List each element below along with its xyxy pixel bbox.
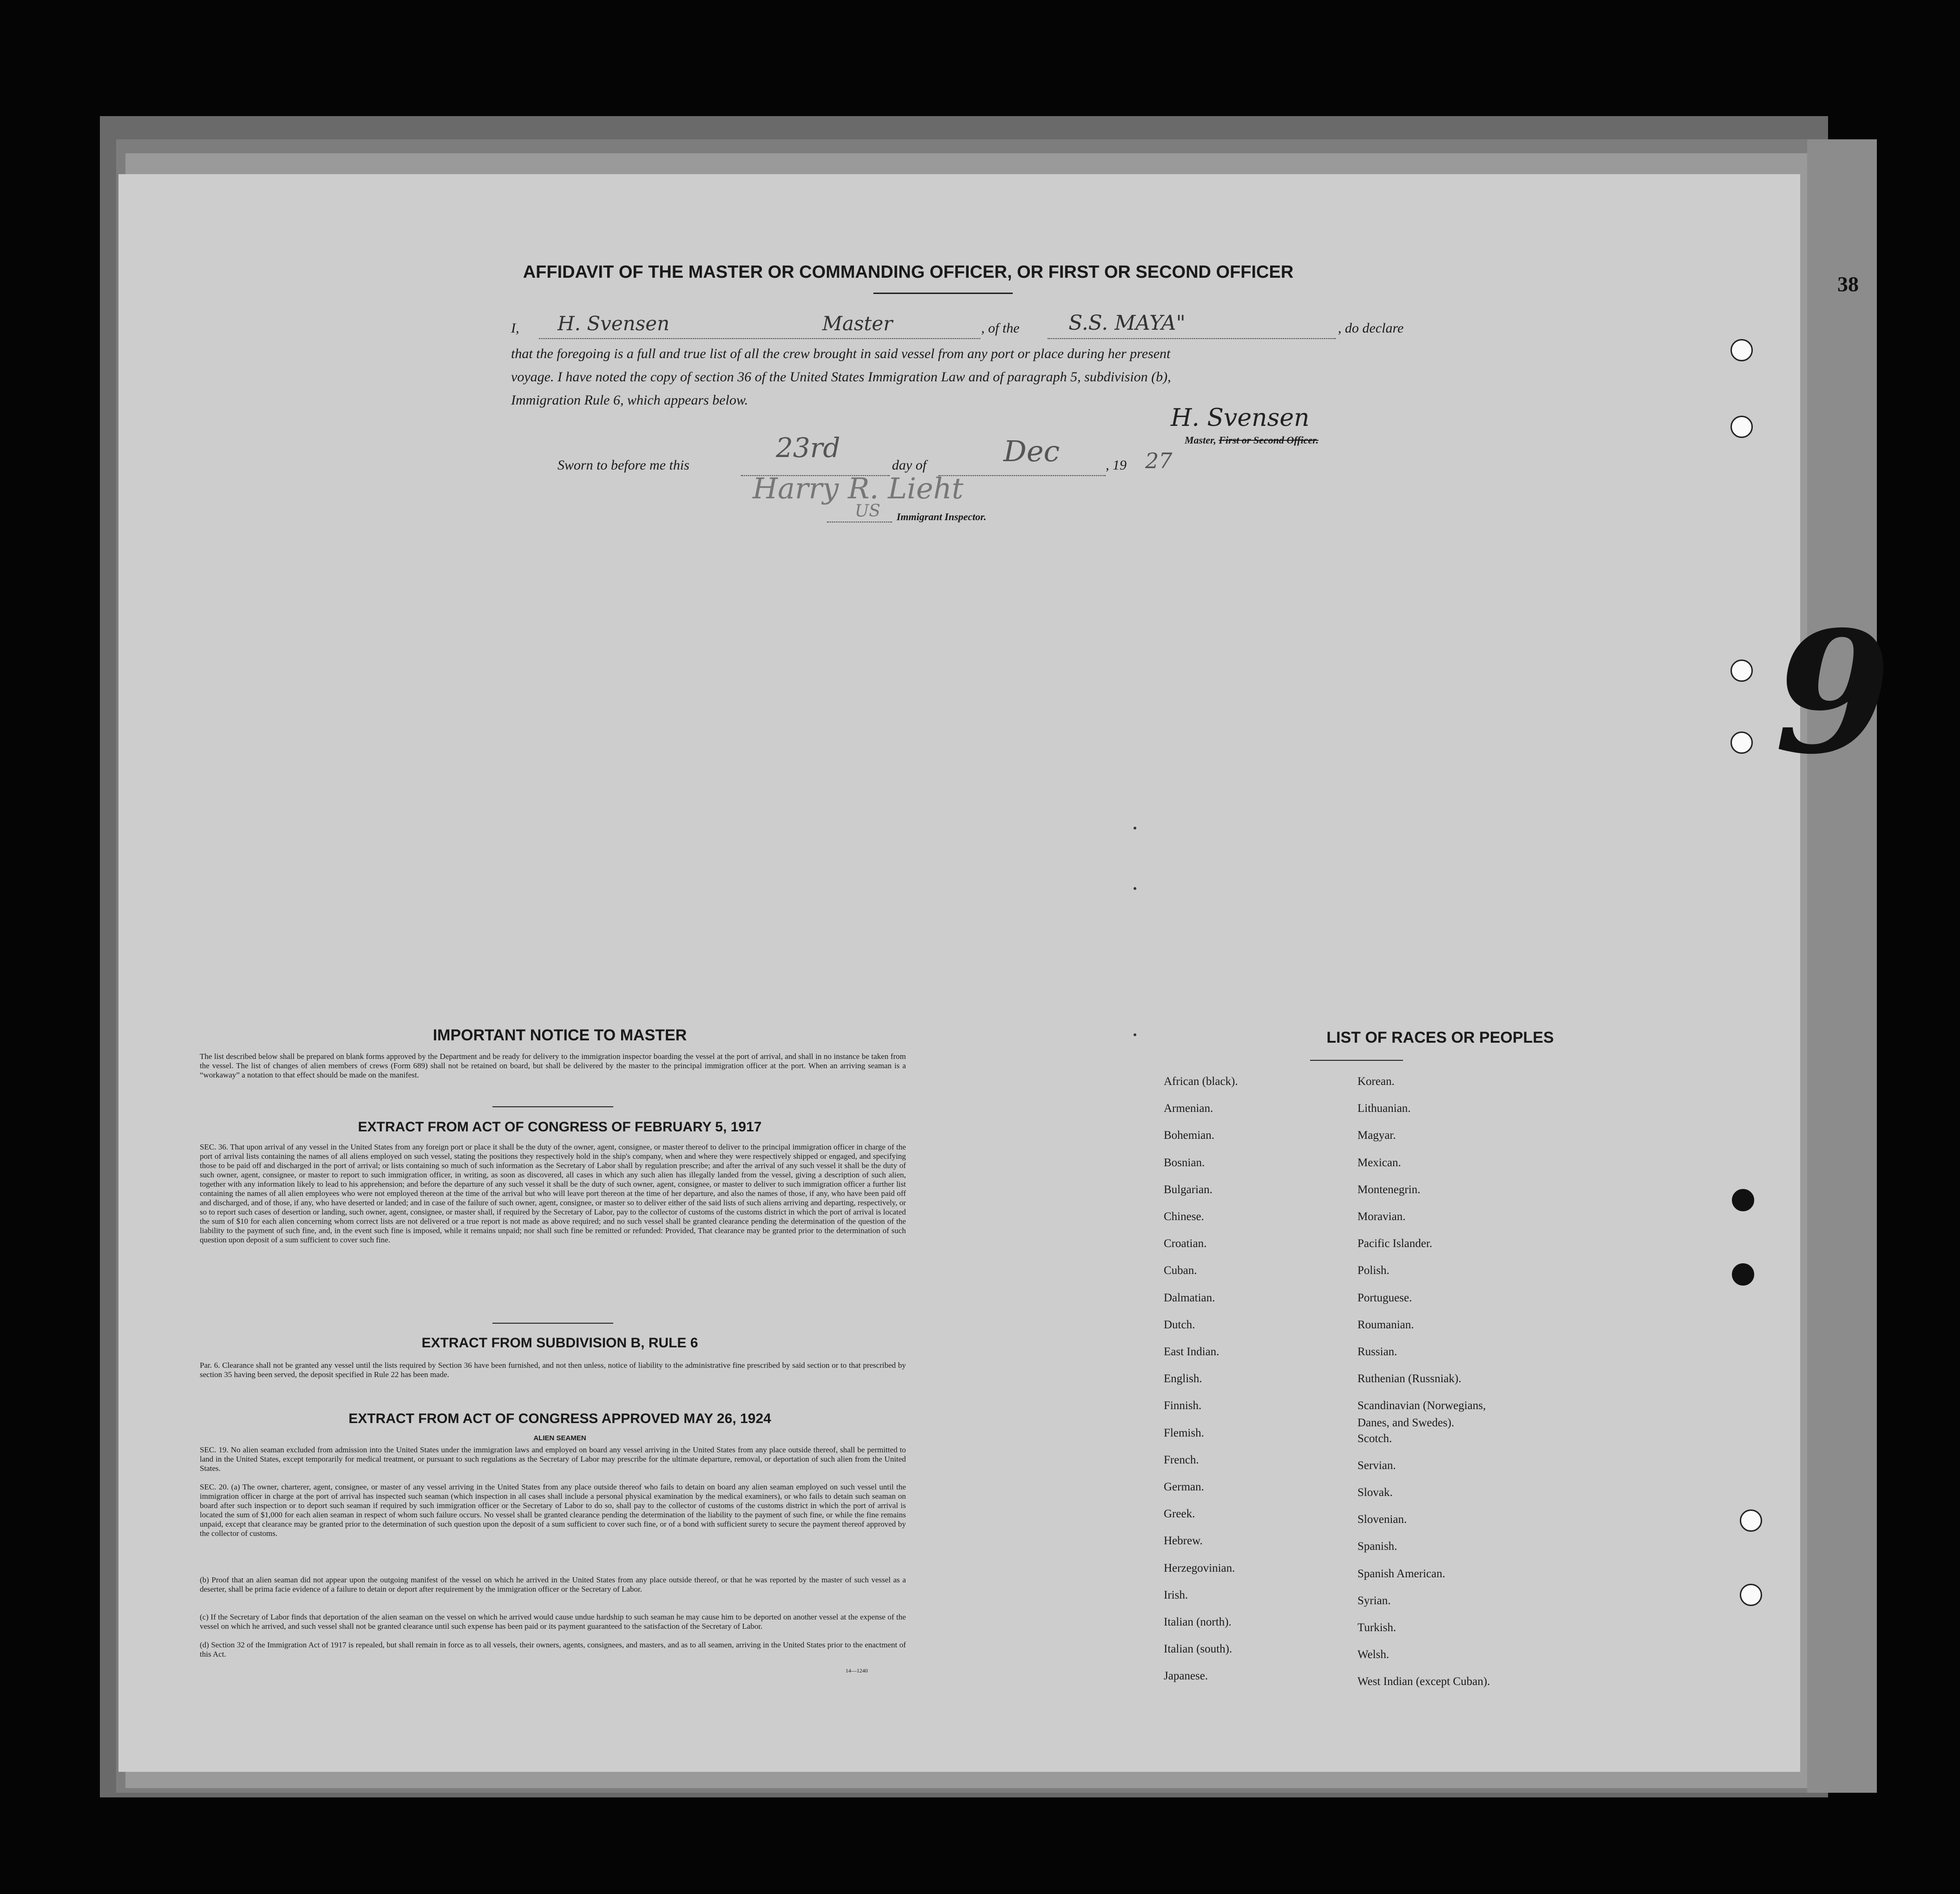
punch-hole [1731, 416, 1753, 438]
punch-hole [1732, 1263, 1754, 1286]
divider [1310, 1060, 1403, 1061]
race-item: Hebrew. [1164, 1535, 1203, 1548]
master-name-handwritten: H. Svensen [557, 312, 670, 335]
race-item: Slovak. [1357, 1486, 1393, 1499]
sworn-prefix: Sworn to before me this [557, 457, 689, 473]
divider [492, 1106, 613, 1107]
race-item: Korean. [1357, 1075, 1395, 1088]
race-item: Spanish American. [1357, 1567, 1445, 1580]
inspector-signature: Harry R. Lieht [753, 471, 964, 505]
bleed-mark [1134, 827, 1136, 829]
race-item: Greek. [1164, 1508, 1195, 1521]
vessel-name-handwritten: S.S. MAYA" [1068, 311, 1186, 335]
notice-title: IMPORTANT NOTICE TO MASTER [433, 1026, 687, 1044]
affidavit-line-1 [511, 320, 519, 336]
extract-1917-text: SEC. 36. That upon arrival of any vessel in the United States from any foreign port or place it shall be the duty of the owner, agent, consignee, or master thereof to deliver to the principal immigration officer in charge of the port of arrival lists containing the names of all aliens employed on such vessel, stating the positions they respectively hold in the ship's company, when and where they were respectively shipped or engaged, and specifying those to be paid off and discharged in the port of arrival; or lists containing so much of such information as the Secretary of Labor shall by regulation prescribe; and after the arrival of any such vessel it shall be the duty of such owner, agent, consignee, or master to report to such immigration officer, in writing, as soon as discovered, all cases in which any such alien has illegally landed from the vessel, giving a description of such alien, together with any information likely to lead to his apprehension; and before the departure of any such vessel it shall be the duty of such owner, agent, consignee, or master to deliver to such immigration officer a further list containing the names of all alien employees who were not employed thereon at the time of the arrival but who will leave port thereon at the time of her departure, and also the names of those, if any, who have been paid off and discharged, and of those, if any, who have deserted or landed; and in case of the failure of such owner, agent, consignee, or master so to deliver either of the said lists of such aliens arriving and departing, respectively, or so to report such cases of desertion or landing, such owner, agent, consignee, or master shall, if required by the Secretary of Labor, pay to the collector of customs of the customs district in which the port of arrival is located the sum of $10 for each alien concerning whom correct lists are not delivered or a true report is not made as above required; and no such vessel shall be granted clearance pending the determination of the question of the liability to the payment of such fine, and, in the event such fine is imposed, while it remains unpaid; nor shall such fine be remitted or refunded: Provided, That clearance may be granted prior to the determination of such question upon deposit of a sum sufficient to cover such fine. [200, 1143, 906, 1244]
race-scandinavian-cont: Danes, and Swedes). [1357, 1417, 1455, 1429]
race-item: Scotch. [1357, 1432, 1392, 1445]
extract-1917-title: EXTRACT FROM ACT OF CONGRESS OF FEBRUARY 5, 1917 [358, 1119, 762, 1135]
signature-caption [1185, 434, 1318, 446]
day-of-text: day of [892, 457, 927, 473]
extract-rule6-title: EXTRACT FROM SUBDIVISION B, RULE 6 [421, 1335, 698, 1351]
sworn-day-handwritten: 23rd [776, 432, 840, 464]
race-item: Scandinavian (Norwegians, [1357, 1399, 1486, 1412]
race-item: Armenian. [1164, 1102, 1213, 1115]
sworn-year-handwritten: 27 [1145, 448, 1173, 473]
punch-hole [1740, 1509, 1762, 1532]
extract-1924-sec20c: (c) If the Secretary of Labor finds that deportation of the alien seaman on the vessel on which he arrived would cause undue hardship to such seaman he may cause him to be deported on another vessel at the expense of the vessel on which he arrived, and such vessel shall not be granted clearance until such expense has been paid or its payment guaranteed to the satisfaction of the Secretary of Labor. [200, 1613, 906, 1631]
race-item: Italian (south). [1164, 1643, 1232, 1656]
affidavit-line-2: that the foregoing is a full and true list of all the crew brought in said vessel from any port or place during her present [511, 346, 1171, 361]
race-item: Irish. [1164, 1588, 1188, 1601]
race-item: Portuguese. [1357, 1291, 1412, 1304]
race-item: Magyar. [1357, 1129, 1396, 1142]
of-the-text: , of the [981, 320, 1020, 336]
race-item: Pacific Islander. [1357, 1237, 1433, 1250]
extract-1924-sec20b: (b) Proof that an alien seaman did not appear upon the outgoing manifest of the vessel on which he arrived in the United States from any place outside thereof, or that he was reported by the master of such vessel as a deserter, shall be prima facie evidence of a failure to detain or deport after requirement by the immigration officer or the Secretary of Labor. [200, 1575, 906, 1594]
race-item: Montenegrin. [1357, 1183, 1421, 1196]
master-role-handwritten: Master [822, 312, 893, 335]
punch-hole [1731, 731, 1753, 754]
inspector-caption: Immigrant Inspector. [897, 511, 987, 522]
affidavit-line-3: voyage. I have noted the copy of section 36 of the United States Immigration Law and of paragraph 5, subdivision (b), [511, 369, 1171, 385]
race-item: Cuban. [1164, 1264, 1197, 1277]
extract-rule6-text: Par. 6. Clearance shall not be granted any vessel until the lists required by Section 36 have been furnished, and not then unless, notice of liability to the administrative fine prescribed by said section or to that prescribed by section 35 having been served, the deposit specified in Rule 22 has been made. [200, 1361, 906, 1379]
race-item: Polish. [1357, 1264, 1390, 1277]
race-item: Russian. [1357, 1345, 1397, 1358]
race-item: Chinese. [1164, 1210, 1204, 1223]
race-item: Flemish. [1164, 1426, 1204, 1439]
form-code: 14—1240 [846, 1667, 868, 1674]
inspector-prefix: US [855, 502, 881, 521]
races-title: LIST OF RACES OR PEOPLES [1326, 1029, 1554, 1046]
race-item: Dalmatian. [1164, 1291, 1215, 1304]
race-item: Moravian. [1357, 1210, 1406, 1223]
race-item: Turkish. [1357, 1621, 1396, 1634]
caption-struck: First or Second Officer. [1219, 434, 1319, 446]
race-item: Ruthenian (Russniak). [1357, 1372, 1462, 1385]
bleed-mark [1134, 1033, 1136, 1036]
race-item: East Indian. [1164, 1345, 1219, 1358]
master-signature: H. Svensen [1171, 404, 1310, 432]
race-item: Croatian. [1164, 1237, 1207, 1250]
divider [873, 293, 1013, 294]
race-item: Japanese. [1164, 1670, 1208, 1683]
race-item: Roumanian. [1357, 1318, 1414, 1331]
race-item: West Indian (except Cuban). [1357, 1675, 1490, 1688]
extract-1924-title: EXTRACT FROM ACT OF CONGRESS APPROVED MAY 26, 1924 [348, 1411, 771, 1426]
year-prefix: , 19 [1106, 457, 1127, 473]
race-item: English. [1164, 1372, 1202, 1385]
race-item: Slovenian. [1357, 1513, 1407, 1526]
affidavit-title: AFFIDAVIT OF THE MASTER OR COMMANDING OFFICER, OR FIRST OR SECOND OFFICER [523, 262, 1294, 282]
race-item: Servian. [1357, 1459, 1396, 1472]
race-item: Bulgarian. [1164, 1183, 1213, 1196]
margin-handwritten-number: 9 [1775, 594, 1891, 791]
bleed-mark [1134, 887, 1136, 890]
sworn-month-handwritten: Dec [1003, 434, 1060, 468]
race-item: Finnish. [1164, 1399, 1202, 1412]
alien-seamen-subtitle: ALIEN SEAMEN [533, 1434, 586, 1442]
race-item: Mexican. [1357, 1156, 1401, 1169]
prefix-i: I, [511, 320, 519, 336]
extract-1924-sec19: SEC. 19. No alien seaman excluded from admission into the United States under the immigration laws and employed on board any vessel arriving in the United States from any place outside thereof, shall be permitted to land in the United States, except temporarily for medical treatment, or pursuant to such regulations as the Secretary of Labor may prescribe for the ultimate departure, removal, or deportation of such alien from the United States. [200, 1445, 906, 1473]
caption-master: Master, [1185, 434, 1216, 446]
race-item: Bohemian. [1164, 1129, 1215, 1142]
divider [492, 1323, 613, 1324]
race-item: Bosnian. [1164, 1156, 1205, 1169]
punch-hole [1732, 1189, 1754, 1211]
punch-hole [1740, 1584, 1762, 1606]
race-item: African (black). [1164, 1075, 1238, 1088]
punch-hole [1731, 339, 1753, 361]
race-item: Welsh. [1357, 1648, 1390, 1661]
race-item: Italian (north). [1164, 1616, 1232, 1628]
punch-hole [1731, 660, 1753, 682]
do-declare-text: , do declare [1338, 320, 1404, 336]
notice-text: The list described below shall be prepared on blank forms approved by the Department and be ready for delivery to the immigration inspector boarding the vessel at the port of arrival, and shall in no instance be taken from the vessel. The list of changes of alien members of crews (Form 689) shall not be retained on board, but shall be delivered by the master to the principal immigration officer at the port. When an arriving seaman is a “workaway” a notation to that effect should be made on the manifest. [200, 1052, 906, 1079]
race-item: Syrian. [1357, 1594, 1391, 1607]
race-item: Dutch. [1164, 1318, 1195, 1331]
race-item: German. [1164, 1481, 1204, 1493]
race-item: French. [1164, 1453, 1199, 1466]
race-item: Herzegovinian. [1164, 1561, 1235, 1574]
race-item: Lithuanian. [1357, 1102, 1411, 1115]
extract-1924-sec20d: (d) Section 32 of the Immigration Act of 1917 is repealed, but shall remain in force as to all vessels, their owners, agents, consignees, and masters, and as to all seamen, arriving in the United States prior to the enactment of this Act. [200, 1640, 906, 1659]
affidavit-line-4: Immigration Rule 6, which appears below. [511, 392, 748, 408]
extract-1924-sec20a: SEC. 20. (a) The owner, charterer, agent, consignee, or master of any vessel arriving in the United States from any place outside thereof who fails to detain on board any alien seaman employed on such vessel until the immigration officer in charge at the port of arrival has inspected such seaman (which inspection in all cases shall include a personal physical examination by the medical examiners), or who fails to detain such seaman on board after such inspection or to deport such seaman if required by such immigration officer or the Secretary of Labor to do so, shall pay to the collector of customs of the customs district in which the port of arrival is located the sum of $1,000 for each alien seaman in respect of whom such failure occurs. No vessel shall be granted clearance pending the determination of the liability to the payment of such fine, or while the fine remains unpaid, except that clearance may be granted prior to the determination of such question upon the deposit of a sum sufficient to cover such fine, or of a bond with sufficient surety to secure the payment thereof approved by the collector of customs. [200, 1483, 906, 1538]
sheet-number: 38 [1837, 272, 1859, 296]
race-item: Spanish. [1357, 1540, 1397, 1553]
adjacent-page-strip [1807, 139, 1877, 1793]
